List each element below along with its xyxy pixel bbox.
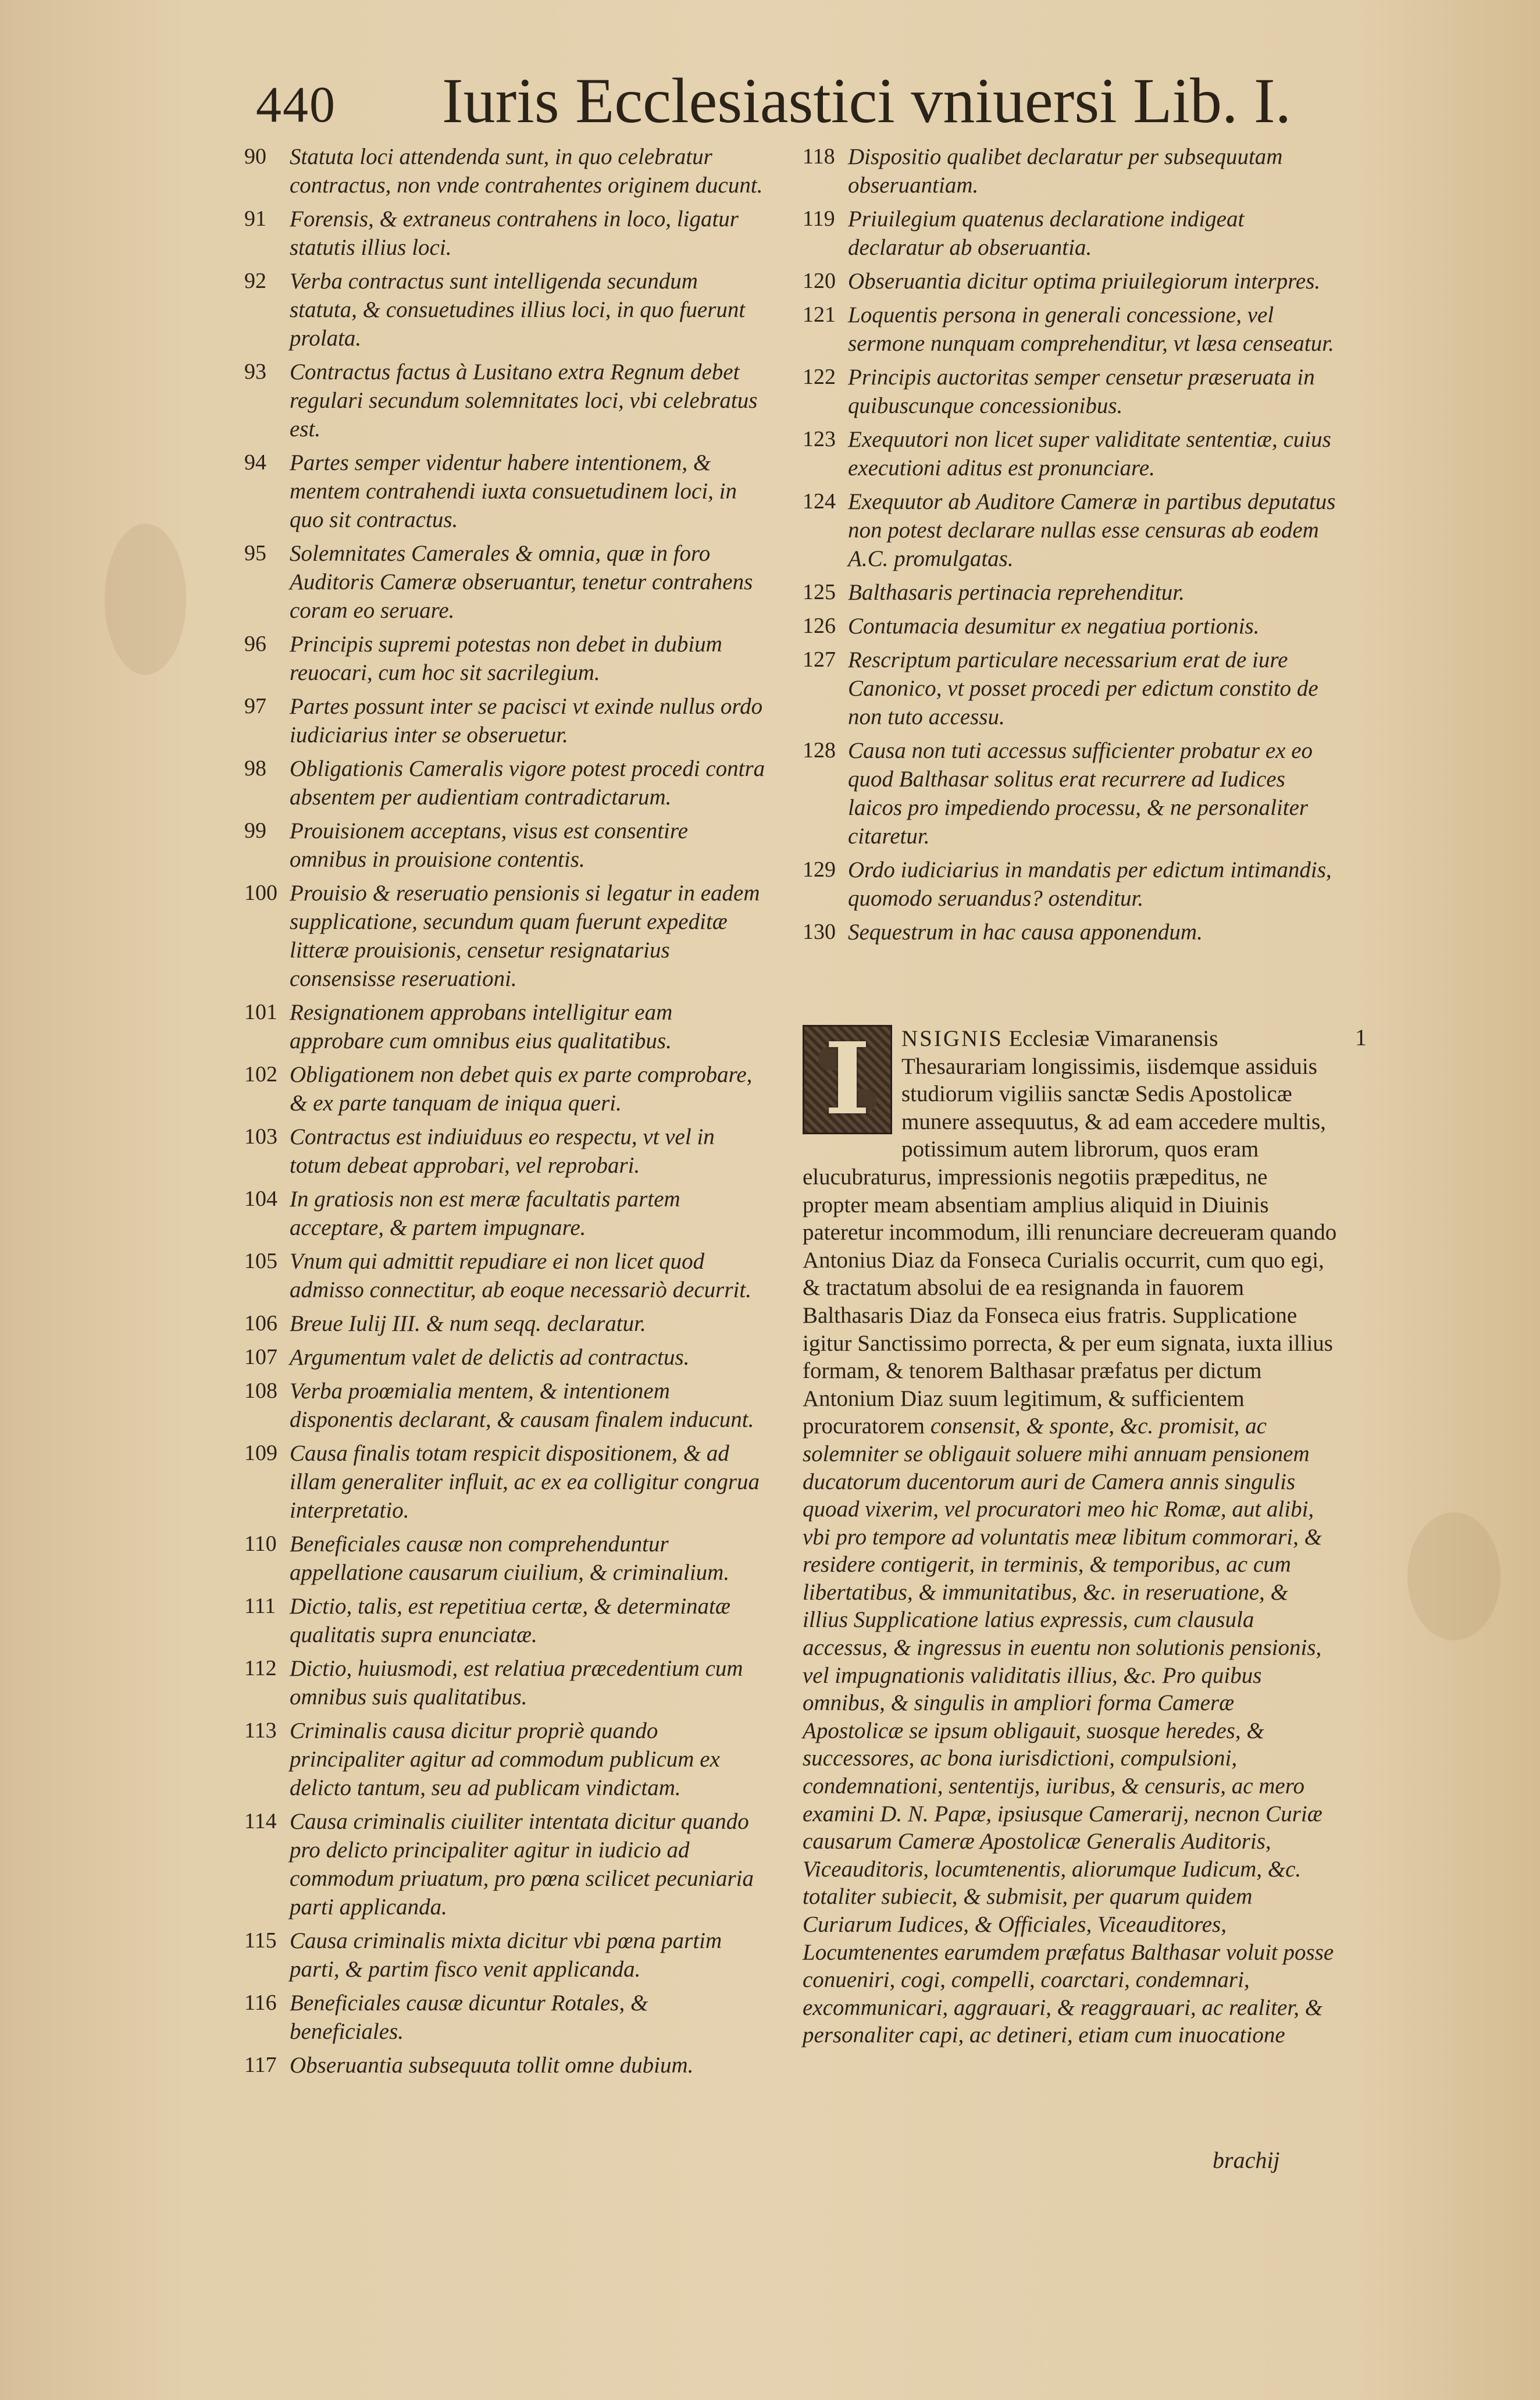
entry-text: Principis supremi potestas non debet in dubium reuocari, cum hoc sit sacrilegium. bbox=[290, 632, 722, 685]
entry-text: Obligationis Cameralis vigore potest procedi contra absentem per audientiam contradictarum. bbox=[290, 756, 765, 810]
entry-text: Ordo iudiciarius in mandatis per edictum intimandis, quomodo seruandus? ostenditur. bbox=[848, 857, 1332, 911]
entry-number: 101 bbox=[244, 1000, 277, 1024]
summary-entry bbox=[803, 487, 1338, 573]
entry-text: Criminalis causa dicitur propriè quando principaliter agitur ad commodum publicum ex delicto tantum, seu ad publicam vindictam. bbox=[290, 1718, 720, 1800]
entry-number: 99 bbox=[244, 818, 266, 843]
entry-number: 123 bbox=[803, 427, 836, 451]
summary-entry bbox=[244, 2051, 768, 2079]
initial-letter: I bbox=[824, 1021, 871, 1138]
entry-number: 114 bbox=[244, 1809, 277, 1833]
entry-number: 119 bbox=[803, 206, 835, 231]
entry-number: 93 bbox=[244, 359, 266, 384]
entry-text: Vnum qui admittit repudiare ei non licet quod admisso connectitur, ab eoque necessariò decurrit. bbox=[290, 1249, 751, 1302]
entry-number: 94 bbox=[244, 450, 266, 475]
summary-entry bbox=[244, 1592, 768, 1649]
entry-text: Sequestrum in hac causa apponendum. bbox=[848, 920, 1203, 945]
entry-text: Partes semper videntur habere intentionem, & mentem contrahendi iuxta consuetudinem loci, in quo sit contractus. bbox=[290, 450, 737, 532]
entry-text: Obligationem non debet quis ex parte comprobare, & ex parte tanquam de iniqua queri. bbox=[290, 1062, 753, 1116]
entry-number: 120 bbox=[803, 269, 836, 293]
main-body-text bbox=[803, 1021, 1338, 2049]
paper-stain bbox=[105, 524, 186, 675]
summary-entry bbox=[244, 1927, 768, 1984]
summary-entry bbox=[244, 1807, 768, 1921]
summary-entry bbox=[244, 1530, 768, 1587]
entry-text: Dictio, huiusmodi, est relatiua præcedentium cum omnibus suis qualitatibus. bbox=[290, 1656, 743, 1710]
entry-number: 105 bbox=[244, 1249, 277, 1273]
summary-entry bbox=[803, 363, 1338, 420]
summary-entry bbox=[803, 612, 1338, 640]
entry-text: Contractus factus à Lusitano extra Regnum debet regulari secundum solemnitates loci, vbi celebratus est. bbox=[290, 359, 758, 441]
entry-text: In gratiosis non est meræ facultatis partem acceptare, & partem impugnare. bbox=[290, 1187, 680, 1240]
body-roman-text: Ecclesiæ Vimaranensis Thesaurariam longissimis, iisdemque assiduis studiorum vigiliis sanctæ Sedis Apostolicæ munere assequutus, & ad eam accedere multis, potissimum autem librorum, quos eram elucubraturus, impressionis negotiis præpeditus, ne propter meam absentiam amplius aliquid in Diuinis pateretur incommodum, illi renunciare decreueram quando Antonius Diaz da Fonseca Curialis occurrit, cum quo egi, & tractatum absolui de ea resignanda in fauorem Balthasaris Diaz da Fonseca eius fratris. Supplicatione igitur Sanctissimo porrecta, & per eum signata, iuxta illius formam, & tenorem Balthasar præfatus per dictum Antonium Diaz suum legitimum, & sufficientem procuratorem bbox=[803, 1026, 1337, 1439]
summary-entry bbox=[244, 692, 768, 749]
summary-entry bbox=[244, 1309, 768, 1338]
entry-number: 90 bbox=[244, 144, 266, 169]
summary-entry bbox=[803, 267, 1338, 295]
summary-entry bbox=[244, 1717, 768, 1802]
summary-entry bbox=[803, 646, 1338, 731]
summary-entry bbox=[244, 879, 768, 993]
entry-number: 117 bbox=[244, 2053, 277, 2077]
entry-text: Contumacia desumitur ex negatiua portionis. bbox=[848, 614, 1260, 639]
summary-entry bbox=[803, 856, 1338, 913]
entry-number: 116 bbox=[244, 1990, 277, 2015]
entry-text: Verba proœmialia mentem, & intentionem disponentis declarant, & causam finalem inducunt. bbox=[290, 1379, 754, 1432]
page-header bbox=[244, 64, 1291, 134]
entry-number: 107 bbox=[244, 1345, 277, 1369]
summary-entry bbox=[244, 448, 768, 534]
entry-text: Loquentis persona in generali concessione, vel sermone nunquam comprehenditur, vt læsa censeatur. bbox=[848, 302, 1334, 356]
entry-number: 129 bbox=[803, 857, 836, 882]
entry-text: Prouisionem acceptans, visus est consentire omnibus in prouisione contentis. bbox=[290, 818, 688, 872]
summary-entry bbox=[803, 205, 1338, 262]
summary-entry bbox=[244, 1439, 768, 1525]
entry-text: Statuta loci attendenda sunt, in quo celebratur contractus, non vnde contrahentes originem ducunt. bbox=[290, 144, 763, 198]
summary-entry bbox=[244, 143, 768, 200]
entry-number: 98 bbox=[244, 756, 266, 781]
entry-text: Partes possunt inter se pacisci vt exinde nullus ordo iudiciarius inter se obseruetur. bbox=[290, 694, 763, 747]
entry-text: Obseruantia subsequuta tollit omne dubium. bbox=[290, 2053, 694, 2078]
entry-number: 92 bbox=[244, 269, 266, 293]
summary-entry bbox=[244, 539, 768, 625]
entry-text: Rescriptum particulare necessarium erat de iure Canonico, vt posset procedi per edictum constito de non tuto accessu. bbox=[848, 647, 1318, 729]
entry-text: Causa criminalis ciuiliter intentata dicitur quando pro delicto principaliter agitur in iudicio ad commodum priuatum, pro pœna scilicet pecuniaria parti applicanda. bbox=[290, 1809, 754, 1920]
entry-text: Exequutori non licet super validitate sententiæ, cuius executioni aditus est pronunciare. bbox=[848, 427, 1331, 480]
summary-column-right bbox=[803, 143, 1338, 952]
entry-number: 95 bbox=[244, 541, 266, 565]
entry-number: 124 bbox=[803, 489, 836, 514]
entry-number: 125 bbox=[803, 580, 836, 604]
summary-entry bbox=[244, 1654, 768, 1711]
entry-text: Causa non tuti accessus sufficienter probatur ex eo quod Balthasar solitus erat recurrere ad Iudices laicos pro impediendo processu, & ne personaliter citaretur. bbox=[848, 738, 1313, 849]
summary-entry bbox=[803, 736, 1338, 850]
summary-entry bbox=[244, 1060, 768, 1117]
entry-text: Causa finalis totam respicit dispositionem, & ad illam generaliter influit, ac ex ea colligitur congrua interpretatio. bbox=[290, 1441, 760, 1523]
entry-text: Verba contractus sunt intelligenda secundum statuta, & consuetudines illius loci, in quo fuerunt prolata. bbox=[290, 269, 746, 351]
entry-text: Exequutor ab Auditore Cameræ in partibus deputatus non potest declarare nullas esse censuras ab eodem A.C. promulgatas. bbox=[848, 489, 1336, 571]
margin-note-number: 1 bbox=[1355, 1024, 1367, 1051]
catchword: brachij bbox=[1213, 2147, 1280, 2173]
entry-text: Balthasaris pertinacia reprehenditur. bbox=[848, 580, 1185, 605]
summary-entry bbox=[244, 754, 768, 811]
summary-entry bbox=[244, 1343, 768, 1372]
summary-entry bbox=[244, 358, 768, 443]
summary-entry bbox=[244, 1377, 768, 1434]
summary-entry bbox=[244, 817, 768, 874]
summary-entry bbox=[244, 1247, 768, 1304]
entry-number: 113 bbox=[244, 1718, 277, 1743]
summary-entry bbox=[244, 1123, 768, 1180]
entry-text: Causa criminalis mixta dicitur vbi pœna partim parti, & partim fisco venit applicanda. bbox=[290, 1928, 722, 1982]
entry-number: 102 bbox=[244, 1062, 277, 1087]
summary-entry bbox=[803, 143, 1338, 200]
entry-text: Solemnitates Camerales & omnia, quæ in foro Auditoris Cameræ obseruantur, tenetur contrahens coram eo seruare. bbox=[290, 541, 753, 623]
entry-number: 106 bbox=[244, 1311, 277, 1336]
body-italic-text: consensit, & sponte, &c. promisit, ac solemniter se obligauit soluere mihi annuam pensionem ducatorum ducentorum auri de Camera annis singulis quoad vixerim, vel procuratori meo hic Romæ, aut alibi, vbi pro tempore ad voluntatis meæ libitum commorari, & residere contigerit, in terminis, & temporibus, ac cum libertatibus, & immunitatibus, &c. in reseruatione, & illius Supplicatione latius expressis, cum clausula accessus, & ingressus in euentu non solutionis pensionis, vel impugnationis validitatis illius, &c. Pro quibus omnibus, & singulis in ampliori forma Cameræ Apostolicæ se ipsum obligauit, suosque heredes, & successores, ac bona iurisdictioni, compulsioni, condemnationi, sententijs, iuribus, & censuris, ac mero examini D. N. Papæ, ipsiusque Camerarij, necnon Curiæ causarum Cameræ Apostolicæ Generalis Auditoris, Viceauditoris, locumtenentis, aliorumque Iudicum, &c. totaliter subiecit, & submisit, per quarum quidem Curiarum Iudices, & Officiales, Viceauditores, Locumtenentes earumdem præfatus Balthasar voluit posse conueniri, cogi, compelli, coarctari, condemnari, excommunicari, aggrauari, & reaggrauari, ac realiter, & personaliter capi, ac detineri, etiam cum inuocatione bbox=[803, 1413, 1334, 2048]
summary-entry bbox=[803, 425, 1338, 482]
paper-stain bbox=[1407, 1512, 1500, 1640]
entry-text: Argumentum valet de delictis ad contractus. bbox=[290, 1345, 690, 1370]
entry-text: Resignationem approbans intelligitur eam approbare cum omnibus eius qualitatibus. bbox=[290, 1000, 673, 1053]
entry-number: 103 bbox=[244, 1124, 277, 1149]
summary-entry bbox=[244, 998, 768, 1055]
entry-number: 118 bbox=[803, 144, 835, 169]
entry-number: 121 bbox=[803, 302, 836, 327]
entry-number: 109 bbox=[244, 1441, 277, 1465]
entry-number: 128 bbox=[803, 738, 836, 763]
entry-text: Dispositio qualibet declaratur per subsequutam obseruantiam. bbox=[848, 144, 1283, 198]
summary-entry bbox=[244, 1989, 768, 2046]
summary-entry bbox=[244, 630, 768, 687]
decorated-initial bbox=[803, 1021, 892, 1138]
entry-number: 104 bbox=[244, 1187, 277, 1211]
entry-text: Obseruantia dicitur optima priuilegiorum interpres. bbox=[848, 269, 1321, 294]
entry-text: Contractus est indiuiduus eo respectu, vt vel in totum debeat approbari, vel reprobari. bbox=[290, 1124, 715, 1178]
entry-text: Beneficiales causæ dicuntur Rotales, & beneficiales. bbox=[290, 1990, 648, 2044]
summary-entry bbox=[803, 301, 1338, 358]
entry-text: Breue Iulij III. & num seqq. declaratur. bbox=[290, 1311, 646, 1336]
entry-number: 91 bbox=[244, 206, 266, 231]
running-title: Iuris Ecclesiastici vniuersi Lib. I. bbox=[442, 65, 1292, 136]
entry-number: 110 bbox=[244, 1532, 277, 1556]
summary-entry bbox=[244, 205, 768, 262]
entry-number: 100 bbox=[244, 881, 277, 905]
entry-number: 112 bbox=[244, 1656, 277, 1680]
entry-number: 130 bbox=[803, 920, 836, 944]
entry-number: 97 bbox=[244, 694, 266, 718]
entry-text: Beneficiales causæ non comprehenduntur appellatione causarum ciuilium, & criminalium. bbox=[290, 1532, 730, 1585]
entry-text: Priuilegium quatenus declaratione indigeat declaratur ab obseruantia. bbox=[848, 206, 1245, 260]
entry-number: 96 bbox=[244, 632, 266, 656]
entry-text: Prouisio & reseruatio pensionis si legatur in eadem supplicatione, secundum quam fuerunt expeditæ litteræ prouisionis, censetur resignatarius consensisse reseruationi. bbox=[290, 881, 760, 991]
entry-text: Principis auctoritas semper censetur præseruata in quibuscunque concessionibus. bbox=[848, 365, 1315, 418]
entry-text: Dictio, talis, est repetitiua certæ, & determinatæ qualitatis supra enunciatæ. bbox=[290, 1594, 730, 1647]
page-number: 440 bbox=[256, 77, 336, 133]
entry-text: Forensis, & extraneus contrahens in loco, ligatur statutis illius loci. bbox=[290, 206, 739, 260]
entry-number: 126 bbox=[803, 614, 836, 638]
entry-number: 108 bbox=[244, 1379, 277, 1403]
entry-number: 127 bbox=[803, 647, 836, 672]
summary-entry bbox=[803, 918, 1338, 946]
entry-number: 122 bbox=[803, 365, 836, 389]
entry-number: 115 bbox=[244, 1928, 277, 1953]
entry-number: 111 bbox=[244, 1594, 276, 1618]
summary-entry bbox=[244, 1185, 768, 1242]
summary-entry bbox=[244, 267, 768, 352]
summary-column-left bbox=[244, 143, 768, 2085]
summary-entry bbox=[803, 578, 1338, 607]
first-word: NSIGNIS bbox=[901, 1026, 1003, 1051]
